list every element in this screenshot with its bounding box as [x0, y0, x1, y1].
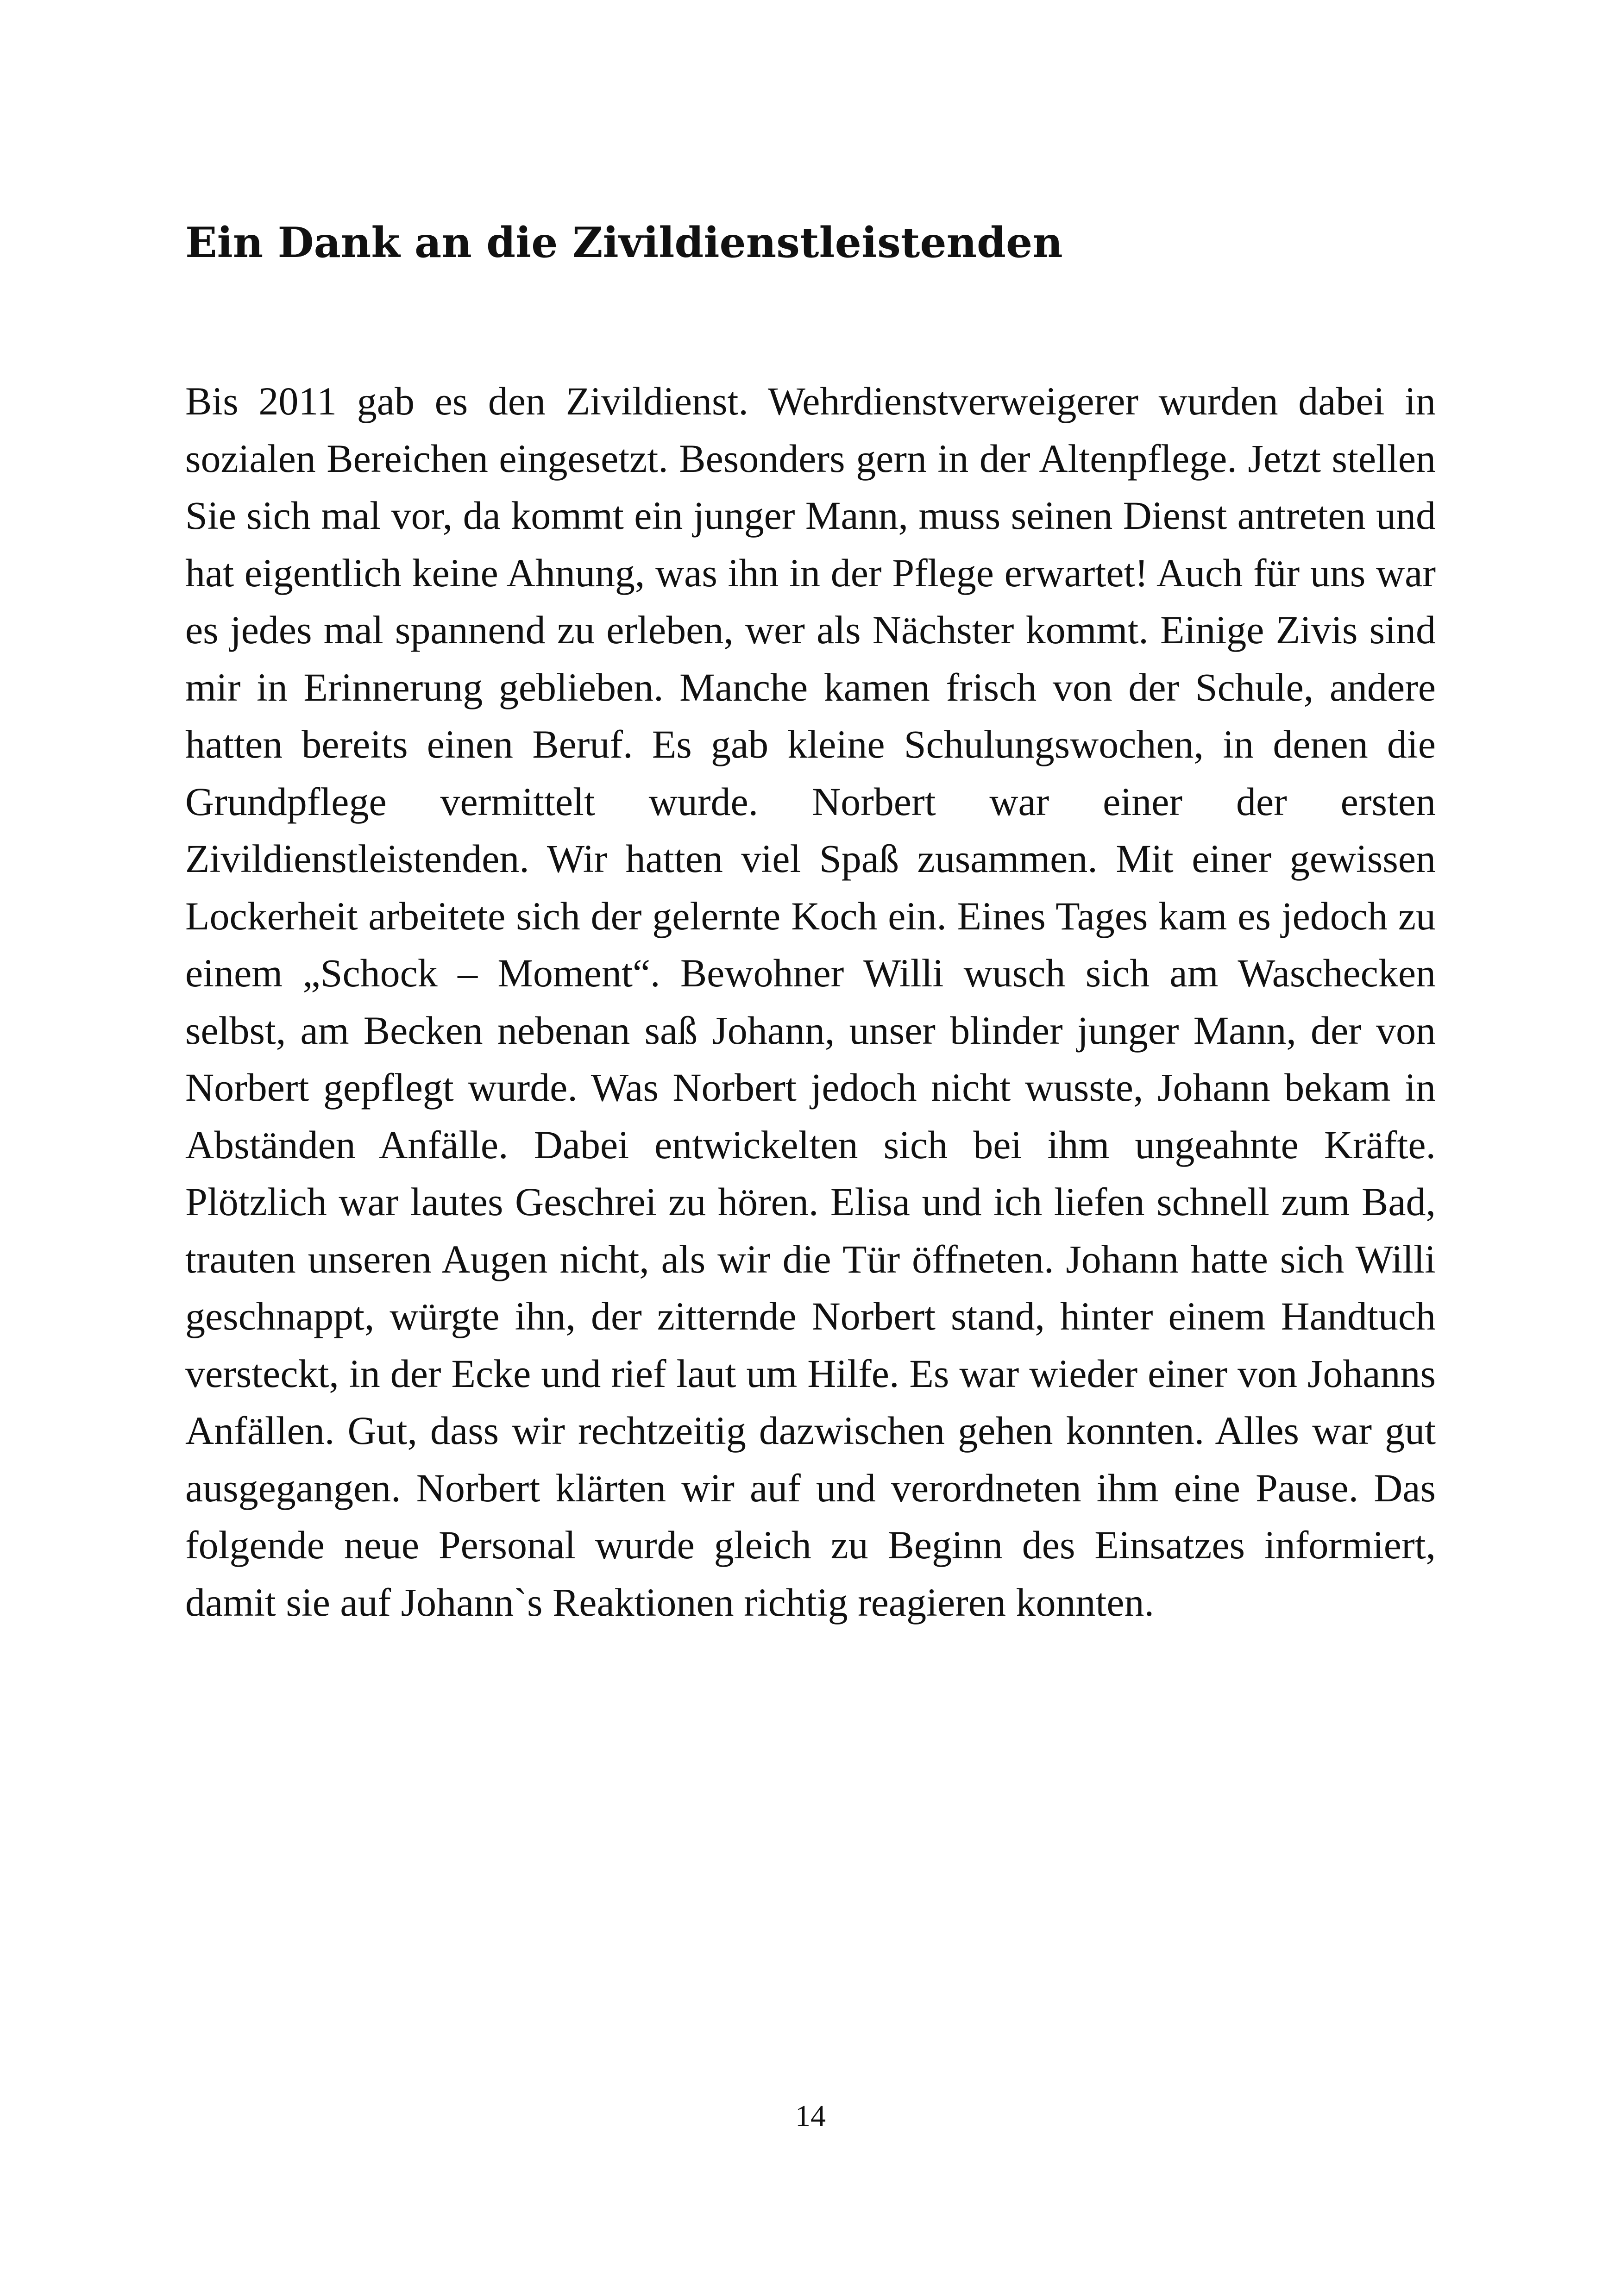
body-paragraph: Bis 2011 gab es den Zivildienst. Wehrdienstverweigerer wurden dabei in sozialen Bereichen eingesetzt. Besonders gern in der Altenpflege. Jetzt stellen Sie sich mal vor, da kommt ein junger Mann, muss seinen Dienst antreten und hat eigentlich keine Ahnung, was ihn in der Pflege erwartet! Auch für uns war es jedes mal spannend zu erleben, wer als Nächster kommt. Einige Zivis sind mir in Erinnerung geblieben. Manche kamen frisch von der Schule, andere hatten bereits einen Beruf. Es gab kleine Schulungswochen, in denen die Grundpflege vermittelt wurde. Norbert war einer der ersten Zivildienstleistenden. Wir hatten viel Spaß zusammen. Mit einer gewissen Lockerheit arbeitete sich der gelernte Koch ein. Eines Tages kam es jedoch zu einem „Schock – Moment“. Bewohner Willi wusch sich am Waschecken selbst, am Becken nebenan saß Johann, unser blinder junger Mann, der von Norbert gepflegt wurde. Was Norbert jedoch nicht wusste, Johann bekam in Abständen Anfälle. Dabei entwickelten sich bei ihm ungeahnte Kräfte. Plötzlich war lautes Geschrei zu hören. Elisa und ich liefen schnell zum Bad, trauten unseren Augen nicht, als wir die Tür öffneten. Johann hatte sich Willi geschnappt, würgte ihn, der zitternde Norbert stand, hinter einem Handtuch versteckt, in der Ecke und rief laut um Hilfe. Es war wieder einer von Johanns Anfällen. Gut, dass wir rechtzeitig dazwischen gehen konnten. Alles war gut ausgegangen. Norbert klärten wir auf und verordneten ihm eine Pause. Das folgende neue Personal wurde gleich zu Beginn des Einsatzes informiert, damit sie auf Johann`s Reaktionen richtig reagieren konnten. — [185, 379, 1436, 1625]
page-number: 14 — [795, 2099, 826, 2133]
chapter-title: Ein Dank an die Zivildienstleistenden — [185, 218, 1063, 267]
